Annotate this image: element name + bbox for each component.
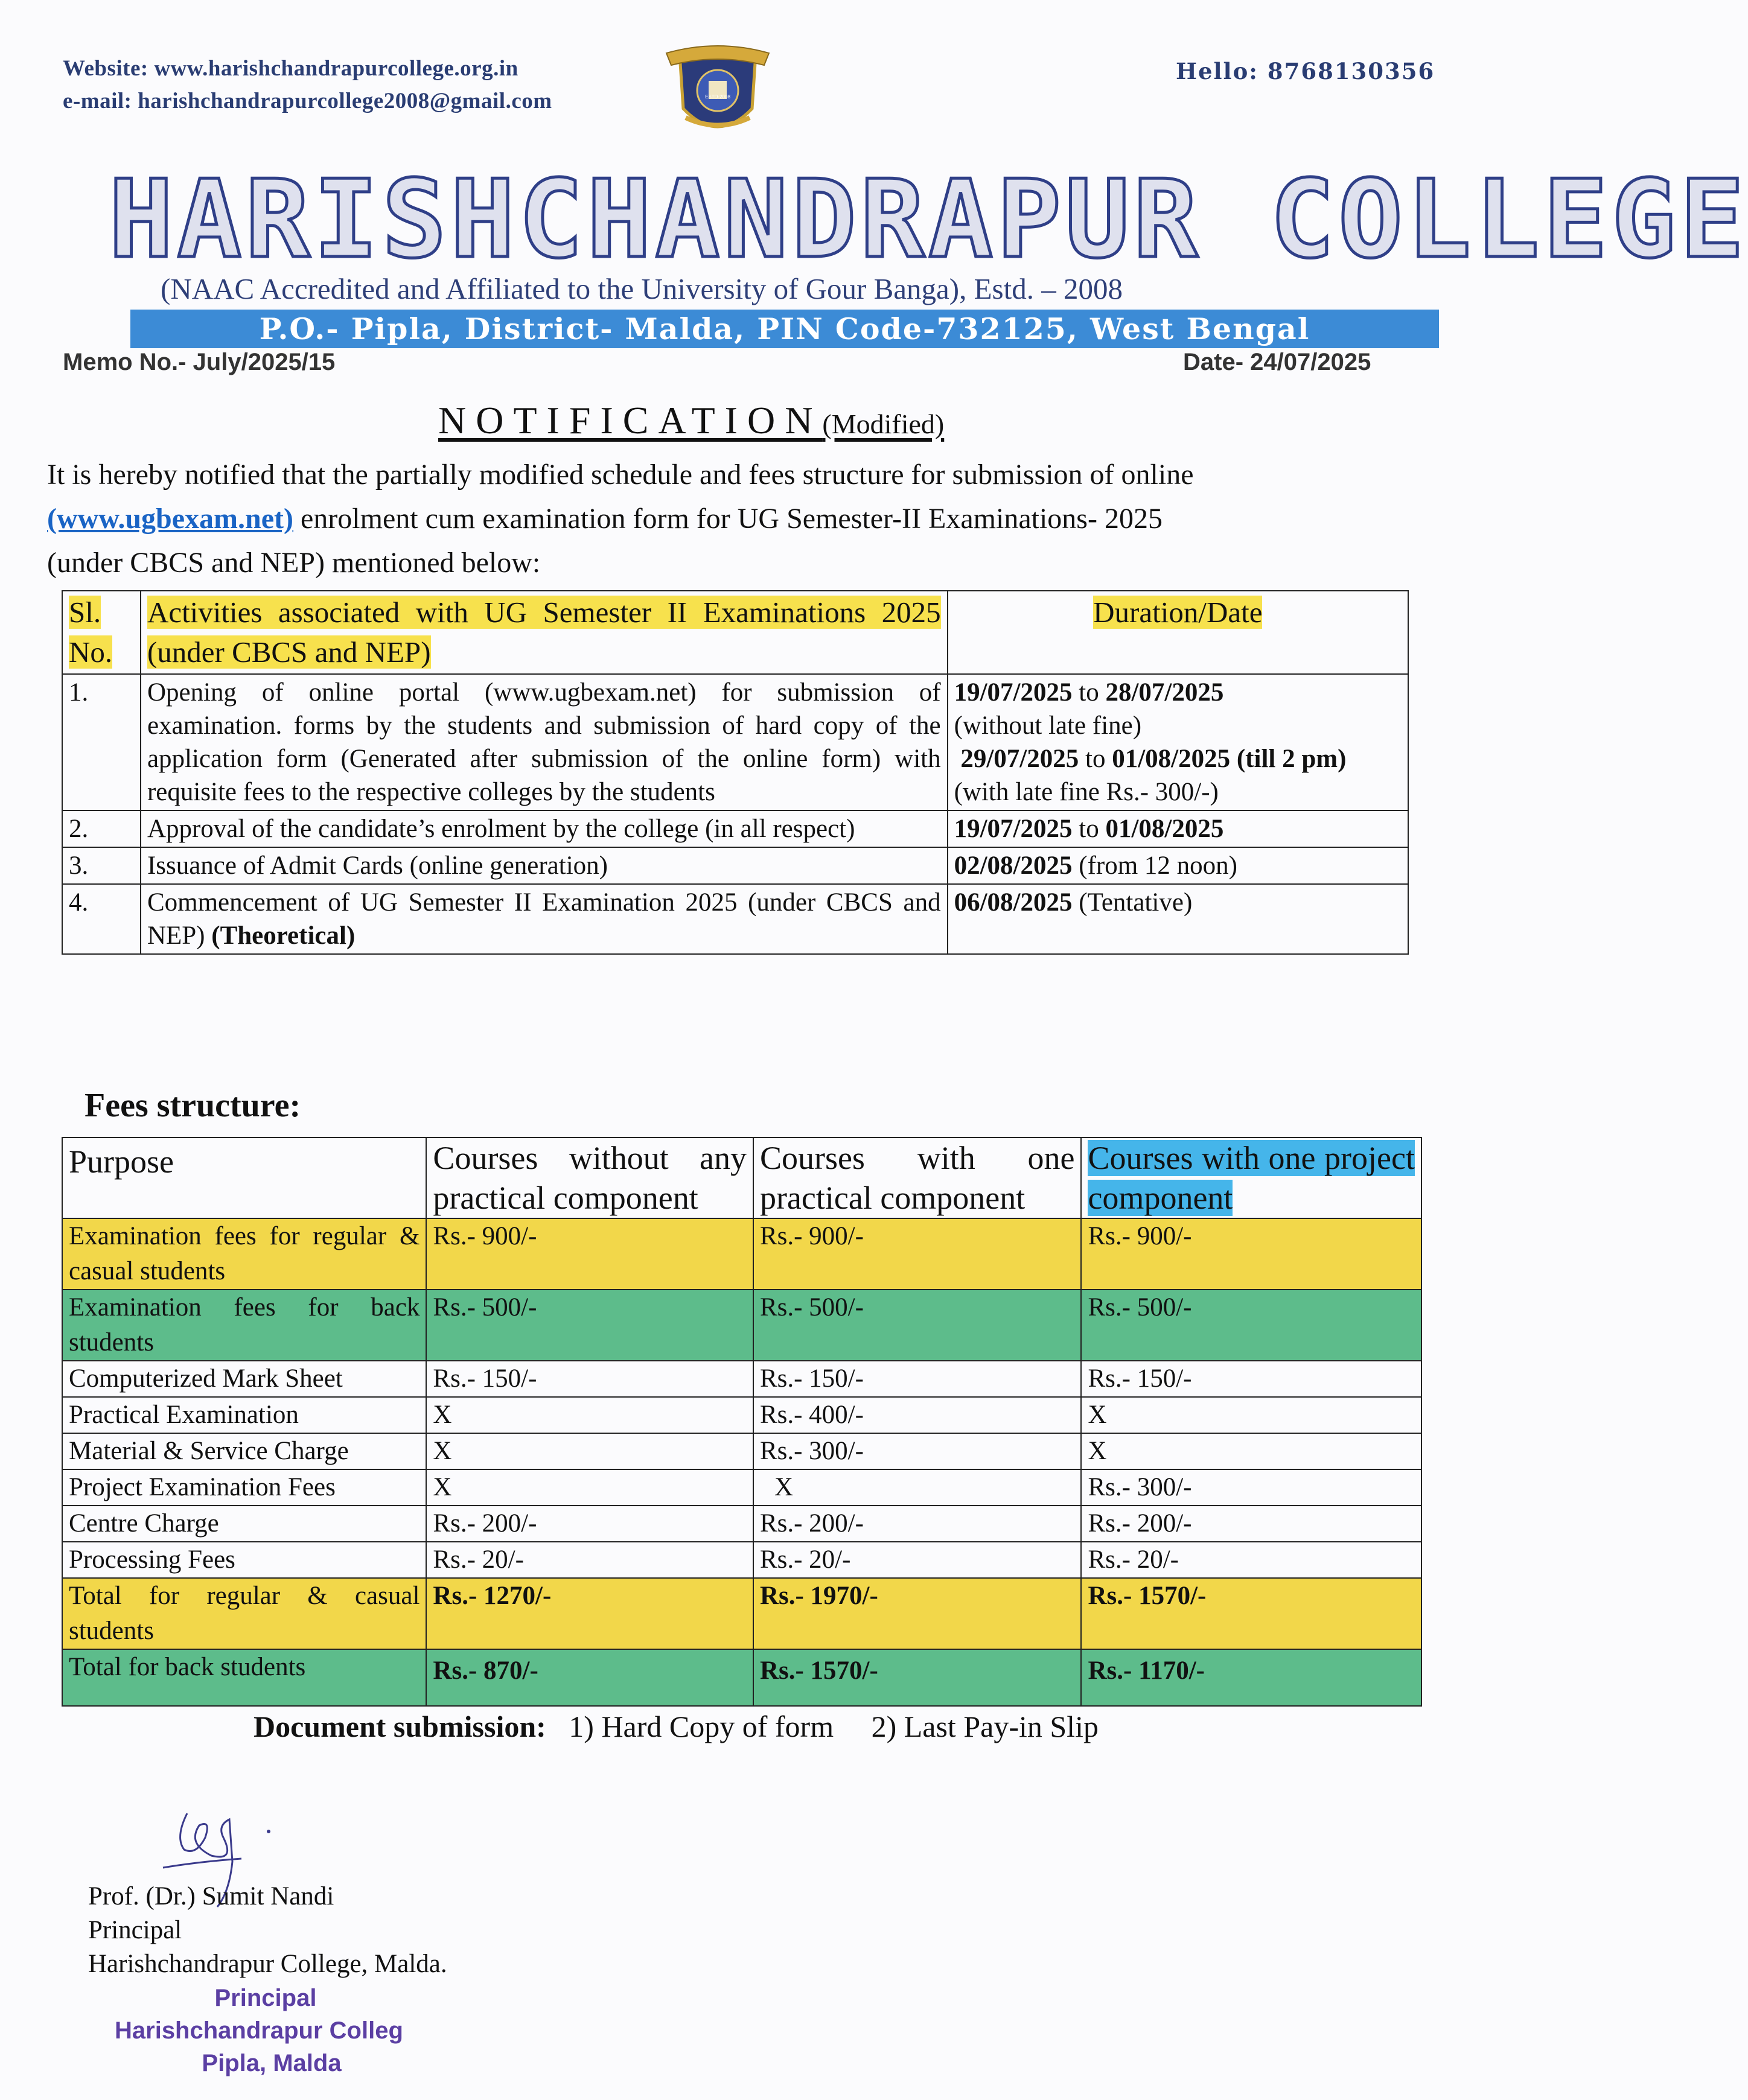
intro-line-3: (under CBCS and NEP) mentioned below: [47, 547, 541, 579]
date-sep: to [1072, 678, 1106, 707]
fee-total: Rs.- 1970/- [753, 1578, 1082, 1649]
schedule-table [62, 590, 1409, 955]
document-label: Document submission: [254, 1710, 546, 1743]
table-row [62, 1218, 1421, 1290]
principal-stamp [115, 1982, 453, 2079]
fee-value: Rs.- 150/- [1081, 1361, 1421, 1397]
fee-total: Rs.- 870/- [426, 1649, 753, 1706]
row-sl: 2. [62, 810, 141, 847]
row-sl: 1. [62, 674, 141, 810]
fee-value: Rs.- 20/- [426, 1542, 753, 1578]
fee-value: Rs.- 900/- [753, 1218, 1082, 1290]
notification-title [438, 398, 944, 443]
date-end: 01/08/2025 [1105, 815, 1224, 843]
table-row [62, 1397, 1421, 1433]
row-duration [948, 847, 1408, 884]
intro-line-2: enrolment cum examination form for UG Semester-II Examinations- 2025 [293, 503, 1163, 535]
fee-value: Rs.- 150/- [753, 1361, 1082, 1397]
title-text: NOTIFICATION [438, 399, 823, 442]
date-note: (from 12 noon) [1072, 851, 1237, 880]
date-end: 28/07/2025 [1105, 678, 1224, 707]
fees-header-col1: Courses without any practical component [426, 1138, 753, 1218]
date-note: (without late fine) [954, 711, 1142, 740]
row-duration [948, 884, 1408, 954]
row-duration [948, 674, 1408, 810]
document-submission [254, 1709, 1099, 1744]
memo-number: Memo No.- July/2025/15 [63, 349, 336, 375]
fee-value: Rs.- 200/- [753, 1506, 1082, 1542]
fee-value: Rs.- 900/- [426, 1218, 753, 1290]
row-activity: Approval of the candidate’s enrolment by the college (in all respect) [141, 810, 948, 847]
document-item-1: 1) Hard Copy of form [569, 1710, 834, 1743]
fees-header-col3 [1081, 1138, 1421, 1218]
fee-total: Rs.- 1570/- [1081, 1578, 1421, 1649]
table-row [62, 1578, 1421, 1649]
stamp-line-1: Principal [214, 1985, 317, 2011]
fee-purpose: Material & Service Charge [62, 1433, 426, 1469]
fee-value: Rs.- 150/- [426, 1361, 753, 1397]
fee-value: Rs.- 900/- [1081, 1218, 1421, 1290]
schedule-header-sl: Sl. No. [69, 596, 113, 669]
table-row [62, 1542, 1421, 1578]
document-item-2: 2) Last Pay-in Slip [871, 1710, 1099, 1743]
website-link[interactable]: Website: www.harishchandrapurcollege.org.in [63, 56, 518, 81]
date-start: 19/07/2025 [954, 678, 1073, 707]
table-row [62, 847, 1408, 884]
fee-purpose: Examination fees for back students [62, 1290, 426, 1361]
late-date-start: 29/07/2025 [960, 745, 1079, 773]
fees-table [62, 1137, 1422, 1707]
college-name: HARISHCHANDRAPUR COLLEGE [109, 157, 1748, 282]
schedule-header-activity: Activities associated with UG Semester II Examinations 2025 (under CBCS and NEP) [147, 596, 941, 669]
fee-value: Rs.- 300/- [1081, 1469, 1421, 1506]
fee-value: Rs.- 200/- [426, 1506, 753, 1542]
stamp-line-2: Harishchandrapur Colleg [115, 2017, 403, 2044]
date-start: 02/08/2025 [954, 851, 1073, 880]
schedule-header-duration: Duration/Date [1093, 596, 1263, 629]
table-row [62, 884, 1408, 954]
college-logo [662, 42, 774, 139]
late-fine-note: (with late fine Rs.- 300/-) [954, 778, 1219, 806]
table-row [62, 1361, 1421, 1397]
fees-header-col2: Courses with one practical component [753, 1138, 1082, 1218]
row-sl: 3. [62, 847, 141, 884]
fee-purpose: Examination fees for regular & casual students [62, 1218, 426, 1290]
ugbexam-link[interactable]: (www.ugbexam.net) [47, 503, 293, 535]
date-start: 06/08/2025 [954, 888, 1073, 917]
table-row [62, 810, 1408, 847]
row-activity: Issuance of Admit Cards (online generation) [141, 847, 948, 884]
signatory-college: Harishchandrapur College, Malda. [88, 1950, 447, 1978]
fee-value: X [1081, 1397, 1421, 1433]
signatory-name: Prof. (Dr.) Sumit Nandi [88, 1882, 334, 1911]
contact-phone: Hello: 8768130356 [1176, 58, 1435, 84]
fee-purpose: Total for back students [62, 1649, 426, 1706]
fee-value: X [426, 1397, 753, 1433]
fee-purpose: Project Examination Fees [62, 1469, 426, 1506]
date-note: (Tentative) [1072, 888, 1193, 917]
table-row [62, 674, 1408, 810]
signatory-block [88, 1880, 447, 1981]
address-banner: P.O.- Pipla, District- Malda, PIN Code-732125, West Bengal [130, 310, 1439, 348]
date-start: 19/07/2025 [954, 815, 1073, 843]
fee-purpose: Practical Examination [62, 1397, 426, 1433]
activity-bold: (Theoretical) [211, 921, 356, 950]
fee-purpose: Centre Charge [62, 1506, 426, 1542]
accreditation-line: (NAAC Accredited and Affiliated to the University of Gour Banga), Estd. – 2008 [161, 272, 1123, 305]
fee-value: Rs.- 500/- [426, 1290, 753, 1361]
fee-value: X [753, 1469, 1082, 1506]
fee-purpose: Total for regular & casual students [62, 1578, 426, 1649]
fee-value: X [1081, 1433, 1421, 1469]
fee-purpose: Computerized Mark Sheet [62, 1361, 426, 1397]
fee-purpose: Processing Fees [62, 1542, 426, 1578]
fee-value: X [426, 1469, 753, 1506]
logo-estd: ESTD-2008 [705, 94, 730, 100]
fee-value: Rs.- 500/- [1081, 1290, 1421, 1361]
fee-value: Rs.- 200/- [1081, 1506, 1421, 1542]
fee-value: Rs.- 500/- [753, 1290, 1082, 1361]
row-sl: 4. [62, 884, 141, 954]
fee-value: Rs.- 400/- [753, 1397, 1082, 1433]
fee-value: Rs.- 300/- [753, 1433, 1082, 1469]
late-date-sep: to [1079, 745, 1112, 773]
row-activity [141, 884, 948, 954]
table-row [62, 1649, 1421, 1706]
fee-total: Rs.- 1570/- [753, 1649, 1082, 1706]
date-sep: to [1072, 815, 1106, 843]
fee-total: Rs.- 1270/- [426, 1578, 753, 1649]
fee-total: Rs.- 1170/- [1081, 1649, 1421, 1706]
row-activity: Opening of online portal (www.ugbexam.net) for submission of examination. forms by the students and submission of hard copy of the application form (Generated after submission of the online form) with requisite fees to the respective colleges by the students [141, 674, 948, 810]
activity-text: Commencement of UG Semester II Examination 2025 (under CBCS and NEP) [147, 888, 941, 950]
late-date-end: 01/08/2025 (till 2 pm) [1112, 745, 1347, 773]
title-modified: (Modified) [822, 409, 945, 439]
table-row [62, 1469, 1421, 1506]
fees-heading: Fees structure: [85, 1087, 301, 1124]
fees-header-row [62, 1138, 1421, 1218]
row-duration [948, 810, 1408, 847]
notification-date: Date- 24/07/2025 [1183, 349, 1371, 375]
fees-header-col3-text: Courses with one project component [1088, 1140, 1415, 1216]
intro-paragraph [47, 453, 1437, 585]
signatory-designation: Principal [88, 1916, 182, 1944]
table-row [62, 1290, 1421, 1361]
email-address[interactable]: e-mail: harishchandrapurcollege2008@gmail.com [63, 89, 552, 113]
fee-value: Rs.- 20/- [1081, 1542, 1421, 1578]
intro-line-1: It is hereby notified that the partially modified schedule and fees structure for submission of online [47, 459, 1194, 491]
schedule-header-row [62, 591, 1408, 674]
table-row [62, 1433, 1421, 1469]
fee-value: X [426, 1433, 753, 1469]
fee-value: Rs.- 20/- [753, 1542, 1082, 1578]
table-row [62, 1506, 1421, 1542]
stamp-line-3: Pipla, Malda [202, 2050, 342, 2076]
fees-header-purpose: Purpose [62, 1138, 426, 1218]
